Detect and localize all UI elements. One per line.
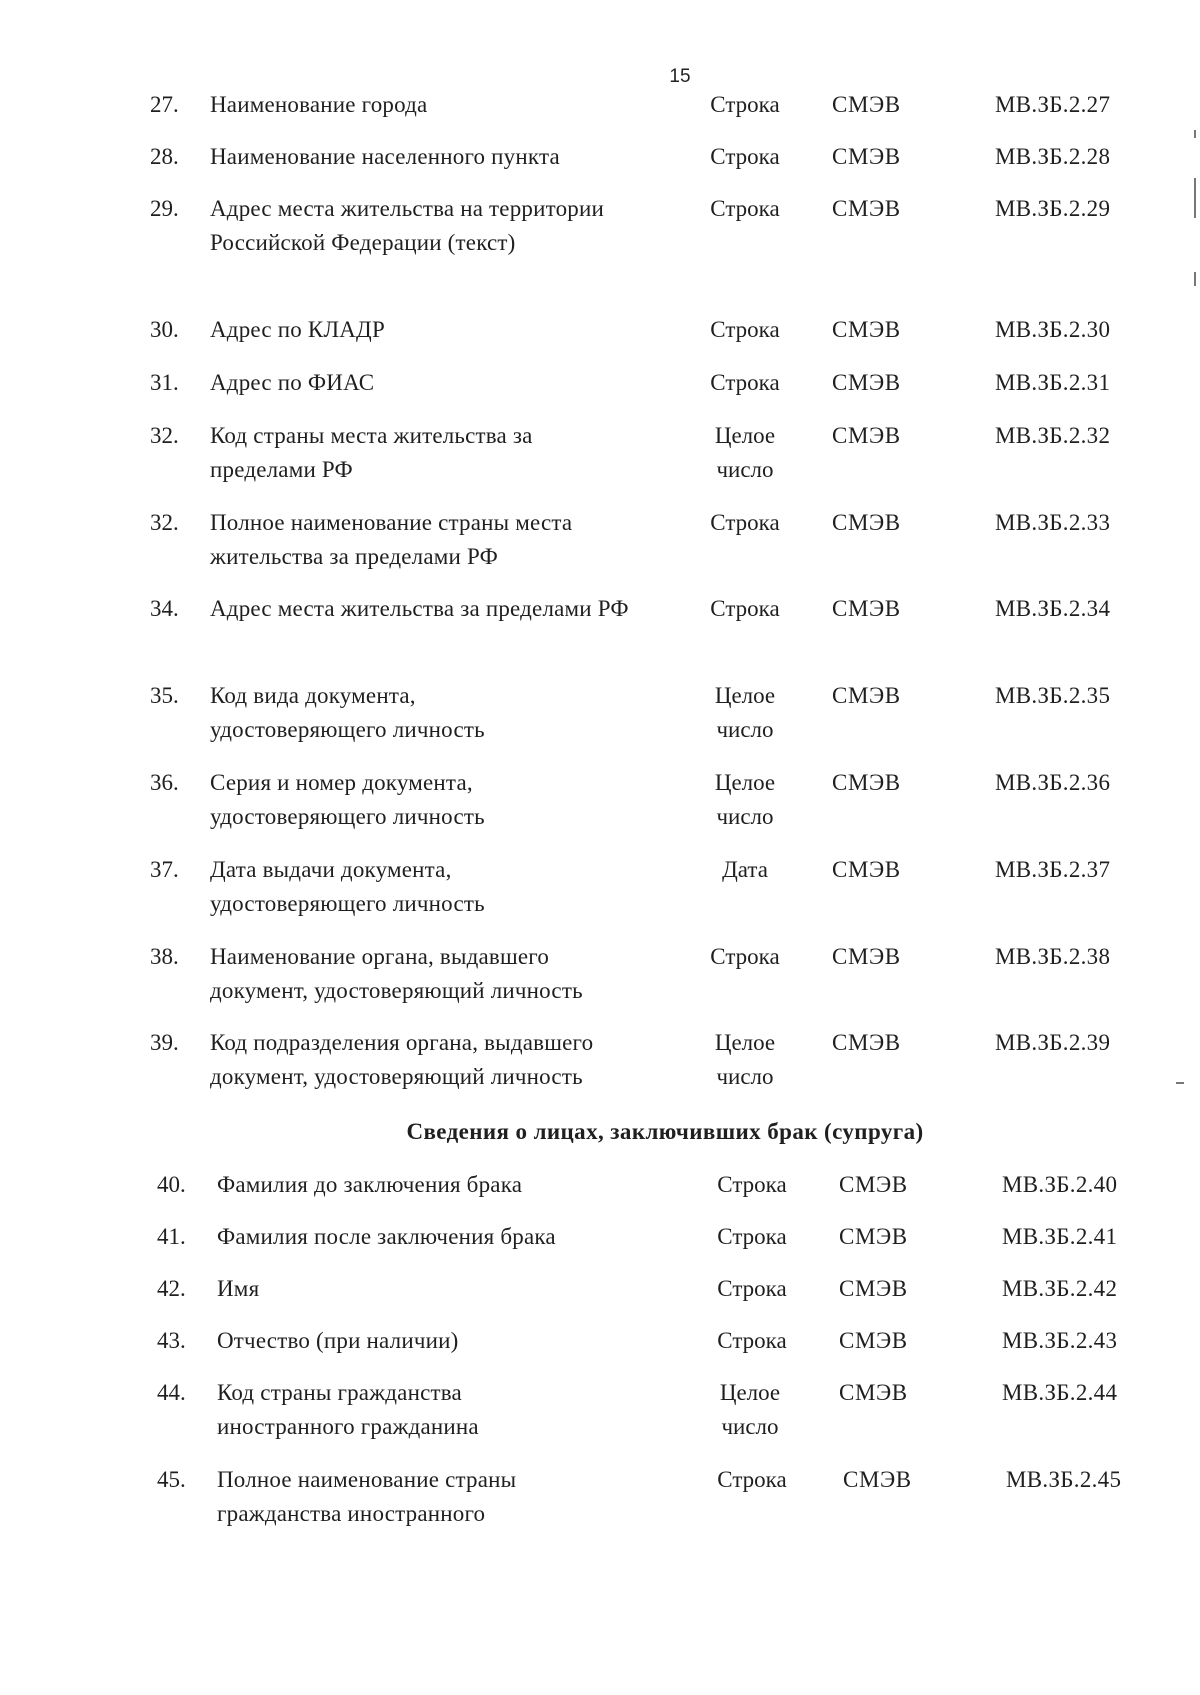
field-code: МВ.ЗБ.2.41 [1002, 1224, 1118, 1249]
field-system: СМЭВ [832, 317, 901, 342]
row-number: 34. [150, 596, 179, 621]
field-name: Код страны места жительства за пределами РФ [210, 423, 533, 482]
field-name: Код вида документа, удостоверяющего личность [210, 683, 485, 742]
field-type: Строка [710, 196, 780, 221]
field-system: СМЭВ [832, 92, 901, 117]
field-type: Строка [710, 92, 780, 117]
field-type: Целое число [714, 683, 776, 742]
field-type: Строка [710, 596, 780, 621]
field-name: Серия и номер документа, удостоверяющего личность [210, 770, 485, 829]
field-name: Отчество (при наличии) [217, 1328, 459, 1353]
field-system: СМЭВ [832, 144, 901, 169]
field-code: МВ.ЗБ.2.33 [995, 510, 1111, 535]
field-code: МВ.ЗБ.2.31 [995, 370, 1111, 395]
field-name: Имя [217, 1276, 260, 1301]
field-code: МВ.ЗБ.2.34 [995, 596, 1111, 621]
field-system: СМЭВ [832, 423, 901, 448]
field-code: МВ.ЗБ.2.36 [995, 770, 1111, 795]
scan-mark [1194, 178, 1196, 218]
field-system: СМЭВ [832, 370, 901, 395]
field-system: СМЭВ [839, 1276, 908, 1301]
field-type: Строка [717, 1467, 787, 1492]
row-number: 32. [150, 423, 179, 448]
field-code: МВ.ЗБ.2.38 [995, 944, 1111, 969]
row-number: 45. [157, 1467, 186, 1492]
row-number: 28. [150, 144, 179, 169]
field-name: Адрес места жительства за пределами РФ [210, 596, 629, 621]
field-type: Целое число [714, 770, 776, 829]
field-name: Код подразделения органа, выдавшего документ, удостоверяющий личность [210, 1030, 594, 1089]
field-name: Наименование города [210, 92, 428, 117]
field-code: МВ.ЗБ.2.39 [995, 1030, 1111, 1055]
field-system: СМЭВ [832, 510, 901, 535]
field-system: СМЭВ [832, 1030, 901, 1055]
field-name: Адрес по КЛАДР [210, 317, 385, 342]
field-type: Дата [722, 857, 768, 882]
field-code: МВ.ЗБ.2.30 [995, 317, 1111, 342]
row-number: 41. [157, 1224, 186, 1249]
field-type: Строка [717, 1276, 787, 1301]
field-type: Строка [710, 370, 780, 395]
row-number: 44. [157, 1380, 186, 1405]
field-type: Строка [717, 1328, 787, 1353]
section-heading: Сведения о лицах, заключивших брак (супруга) [406, 1119, 924, 1144]
row-number: 38. [150, 944, 179, 969]
row-number: 27. [150, 92, 179, 117]
field-system: СМЭВ [832, 944, 901, 969]
field-name: Наименование органа, выдавшего документ, удостоверяющий личность [210, 944, 583, 1003]
row-number: 30. [150, 317, 179, 342]
field-type: Строка [710, 317, 780, 342]
row-number: 36. [150, 770, 179, 795]
field-name: Фамилия до заключения брака [217, 1172, 523, 1197]
field-system: СМЭВ [832, 196, 901, 221]
field-system: СМЭВ [843, 1467, 912, 1492]
field-system: СМЭВ [839, 1224, 908, 1249]
field-system: СМЭВ [832, 770, 901, 795]
row-number: 37. [150, 857, 179, 882]
field-type: Целое число [714, 1030, 776, 1089]
field-system: СМЭВ [839, 1328, 908, 1353]
field-type: Строка [710, 144, 780, 169]
field-system: СМЭВ [832, 683, 901, 708]
field-system: СМЭВ [839, 1172, 908, 1197]
field-name: Полное наименование страны места жительства за пределами РФ [210, 510, 573, 569]
field-type: Строка [717, 1172, 787, 1197]
field-type: Целое число [714, 423, 776, 482]
scan-mark [1176, 1082, 1184, 1084]
scan-mark [1194, 130, 1196, 138]
row-number: 31. [150, 370, 179, 395]
field-code: МВ.ЗБ.2.42 [1002, 1276, 1118, 1301]
field-system: СМЭВ [832, 857, 901, 882]
field-name: Код страны гражданства иностранного гражданина [217, 1380, 479, 1439]
field-code: МВ.ЗБ.2.45 [1006, 1467, 1122, 1492]
field-code: МВ.ЗБ.2.27 [995, 92, 1111, 117]
field-type: Строка [710, 944, 780, 969]
row-number: 29. [150, 196, 179, 221]
field-code: МВ.ЗБ.2.29 [995, 196, 1111, 221]
page-number: 15 [669, 66, 691, 87]
field-type: Строка [710, 510, 780, 535]
field-code: МВ.ЗБ.2.28 [995, 144, 1111, 169]
field-system: СМЭВ [832, 596, 901, 621]
field-name: Наименование населенного пункта [210, 144, 560, 169]
row-number: 32. [150, 510, 179, 535]
row-number: 43. [157, 1328, 186, 1353]
field-code: МВ.ЗБ.2.44 [1002, 1380, 1118, 1405]
field-type: Строка [717, 1224, 787, 1249]
field-name: Адрес по ФИАС [210, 370, 375, 395]
field-code: МВ.ЗБ.2.43 [1002, 1328, 1118, 1353]
row-number: 35. [150, 683, 179, 708]
row-number: 42. [157, 1276, 186, 1301]
field-system: СМЭВ [839, 1380, 908, 1405]
scan-mark [1194, 272, 1196, 286]
field-name: Полное наименование страны гражданства иностранного [217, 1467, 517, 1526]
row-number: 39. [150, 1030, 179, 1055]
field-name: Адрес места жительства на территории Российской Федерации (текст) [210, 196, 604, 255]
field-name: Фамилия после заключения брака [217, 1224, 556, 1249]
field-code: МВ.ЗБ.2.37 [995, 857, 1111, 882]
field-type: Целое число [719, 1380, 781, 1439]
field-name: Дата выдачи документа, удостоверяющего личность [210, 857, 485, 916]
field-code: МВ.ЗБ.2.32 [995, 423, 1111, 448]
row-number: 40. [157, 1172, 186, 1197]
field-code: МВ.ЗБ.2.35 [995, 683, 1111, 708]
field-code: МВ.ЗБ.2.40 [1002, 1172, 1118, 1197]
